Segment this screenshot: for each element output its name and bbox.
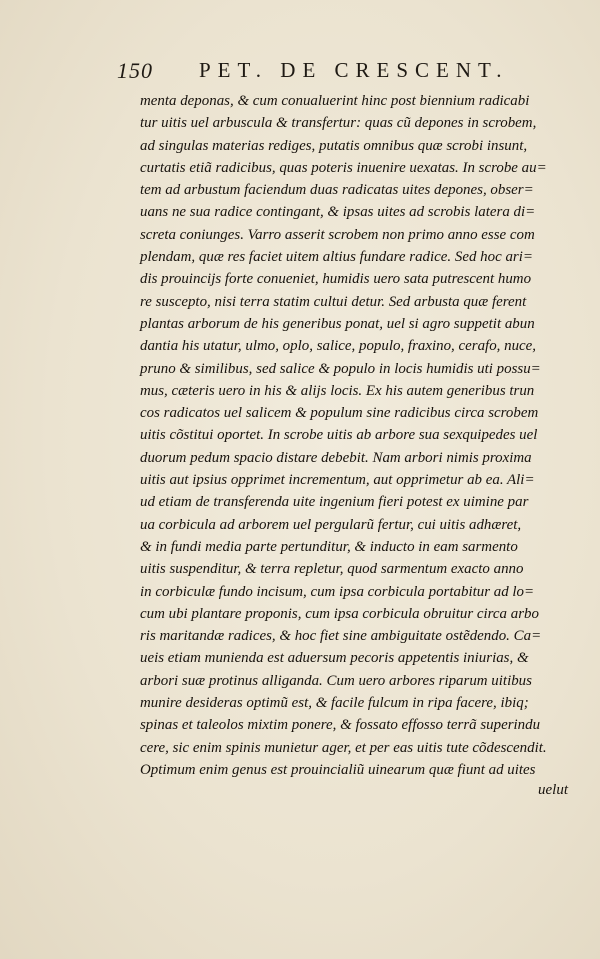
text-line: mus, cæteris uero in his & alijs locis. Ex his autem generibus trun (140, 382, 535, 399)
text-line: duorum pedum spacio distare debebit. Nam arbori nimis proxima (140, 449, 532, 466)
text-line: uitis aut ipsius opprimet incrementum, aut opprimetur ab ea. Ali= (140, 472, 535, 489)
text-line: cos radicatos uel salicem & populum sine radicibus circa scrobem (140, 405, 539, 422)
text-line: uans ne sua radice contingant, & ipsas uites ad scrobis latera di= (140, 204, 536, 221)
text-line: arbori suæ protinus alliganda. Cum uero arbores riparum uitibus (140, 672, 532, 689)
text-line: uitis suspenditur, & terra repletur, quod sarmentum exacto anno (140, 561, 524, 578)
text-line: ad singulas materias rediges, putatis omnibus quæ scrobi insunt, (140, 137, 528, 154)
text-line: munire desideras optimũ est, & facile fulcum in ripa facere, ibiq; (140, 695, 529, 712)
text-line: ua corbicula ad arborem uel pergularũ fertur, cui uitis adhæret, (140, 516, 522, 533)
catchword: uelut (538, 782, 568, 798)
text-line: ud etiam de transferenda uite ingenium fieri potest ex uimine par (140, 494, 529, 511)
text-line: in corbiculæ fundo incisum, cum ipsa corbicula portabitur ad lo= (140, 583, 535, 600)
text-line: dis prouincijs forte conueniet, humidis uero sata putrescent humo (140, 271, 532, 288)
text-line: plendam, quæ res faciet uitem altius fundare radice. Sed hoc ari= (140, 249, 533, 266)
running-title: PET. DE CRESCENT. (199, 58, 509, 82)
text-line: ris maritandæ radices, & hoc fiet sine ambiguitate ostẽdendo. Ca= (140, 628, 542, 645)
text-line: & in fundi media parte pertunditur, & inducto in eam sarmento (140, 538, 518, 555)
text-line: curtatis etiã radicibus, quas poteris inuenire uexatas. In scrobe au= (140, 159, 547, 176)
page-header (117, 58, 507, 86)
text-line: tem ad arbustum faciendum duas radicatas uites depones, obser= (140, 182, 534, 199)
page-number: 150 (117, 58, 153, 83)
text-line: plantas arborum de his generibus ponat, uel si agro suppetit abun (140, 315, 535, 332)
text-line: re suscepto, nisi terra statim cultui detur. Sed arbusta quæ ferent (140, 293, 527, 310)
text-line: tur uitis uel arbuscula & transfertur: quas cũ depones in scrobem, (140, 115, 537, 132)
text-line: uitis cõstitui oportet. In scrobe uitis ab arbore sua sexquipedes uel (140, 427, 538, 444)
text-line: cere, sic enim spinis munietur ager, et per eas uitis tute cõdescendit. (140, 739, 547, 756)
body-text (140, 90, 570, 781)
text-line: cum ubi plantare proponis, cum ipsa corbicula obruitur circa arbo (140, 605, 539, 622)
text-line: pruno & similibus, sed salice & populo in locis humidis uti possu= (140, 360, 541, 377)
text-line: menta deponas, & cum conualuerint hinc post biennium radicabi (140, 93, 530, 109)
text-line: screta coniunges. Varro asserit scrobem non primo anno esse com (140, 226, 535, 243)
text-line: Optimum enim genus est prouincialiũ uinearum quæ fiunt ad uites (140, 761, 536, 778)
text-line: spinas et taleolos mixtim ponere, & fossato effosso terrã superindu (140, 717, 541, 734)
text-line: dantia his utatur, ulmo, oplo, salice, populo, fraxino, cerafo, nuce, (140, 338, 537, 355)
text-line: ueis etiam munienda est aduersum pecoris appetentis iniurias, & (140, 650, 529, 667)
